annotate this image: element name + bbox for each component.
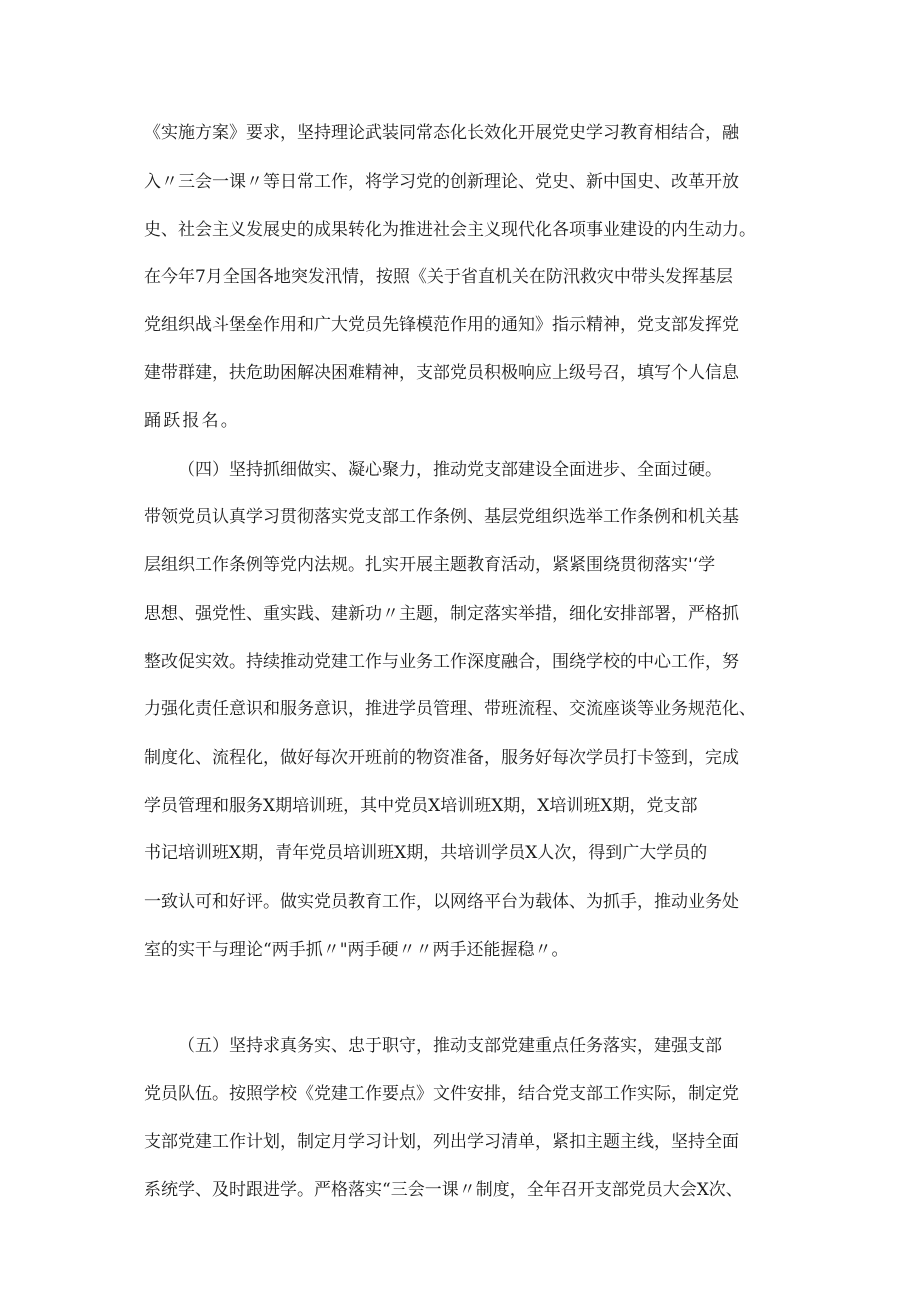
paragraph-line: 系统学、及时跟进学。严格落实“三会一课〃制度，全年召开支部党员大会X次、 — [144, 1180, 743, 1200]
section-heading-4: （四）坚持抓细做实、凝心聚力，推动党支部建设全面进步、全面过硬。 — [178, 460, 722, 480]
section-heading-5: （五）坚持求真务实、忠于职守，推动支部党建重点任务落实，建强支部 — [178, 1036, 722, 1056]
paragraph-line: 一致认可和好评。做实党员教育工作，以网络平台为载体、为抓手，推动业务处 — [144, 892, 739, 912]
paragraph-line: 制度化、流程化，做好每次开班前的物资准备，服务好每次学员打卡签到，完成 — [144, 748, 739, 768]
paragraph-line: 思想、强党性、重实践、建新功〃主题，制定落实举措，细化安排部署，严格抓 — [144, 604, 739, 624]
paragraph-line: 党组织战斗堡垒作用和广大党员先锋模范作用的通知》指示精神，党支部发挥党 — [144, 315, 739, 335]
paragraph-line: 党员队伍。按照学校《党建工作要点》文件安排，结合党支部工作实际，制定党 — [144, 1084, 739, 1104]
paragraph-line: 室的实干与理论“两手抓〃"两手硬〃〃两手还能握稳〃。 — [144, 940, 569, 960]
paragraph-line: 踊跃报名。 — [144, 411, 240, 431]
paragraph-line: 《实施方案》要求，坚持理论武装同常态化长效化开展党史学习教育相结合，融 — [144, 123, 739, 143]
paragraph-line: 入〃三会一课〃等日常工作，将学习党的创新理论、党史、新中国史、改革开放 — [144, 172, 739, 192]
paragraph-line: 支部党建工作计划，制定月学习计划，列出学习清单，紧扣主题主线，坚持全面 — [144, 1132, 739, 1152]
paragraph-line: 整改促实效。持续推动党建工作与业务工作深度融合，围绕学校的中心工作，努 — [144, 652, 739, 672]
paragraph-line: 层组织工作条例等党内法规。扎实开展主题教育活动，紧紧围绕贯彻落实'‘学 — [144, 555, 716, 575]
paragraph-line: 带领党员认真学习贯彻落实党支部工作条例、基层党组织选举工作条例和机关基 — [144, 507, 739, 527]
paragraph-line: 书记培训班X期，青年党员培训班X期，共培训学员X人次，得到广大学员的 — [144, 843, 708, 863]
paragraph-line: 建带群建，扶危助困解决困难精神，支部党员积极响应上级号召，填写个人信息 — [144, 363, 739, 383]
paragraph-line: 学员管理和服务X期培训班，其中党员X培训班X期，X培训班X期，党支部 — [144, 796, 698, 816]
paragraph-line: 力强化责任意识和服务意识，推进学员管理、带班流程、交流座谈等业务规范化、 — [144, 699, 756, 719]
paragraph-line: 史、社会主义发展史的成果转化为推进社会主义现代化各项事业建设的内生动力。 — [144, 220, 756, 240]
paragraph-line: 在今年7月全国各地突发汛情，按照《关于省直机关在防汛救灾中带头发挥基层 — [144, 267, 733, 287]
